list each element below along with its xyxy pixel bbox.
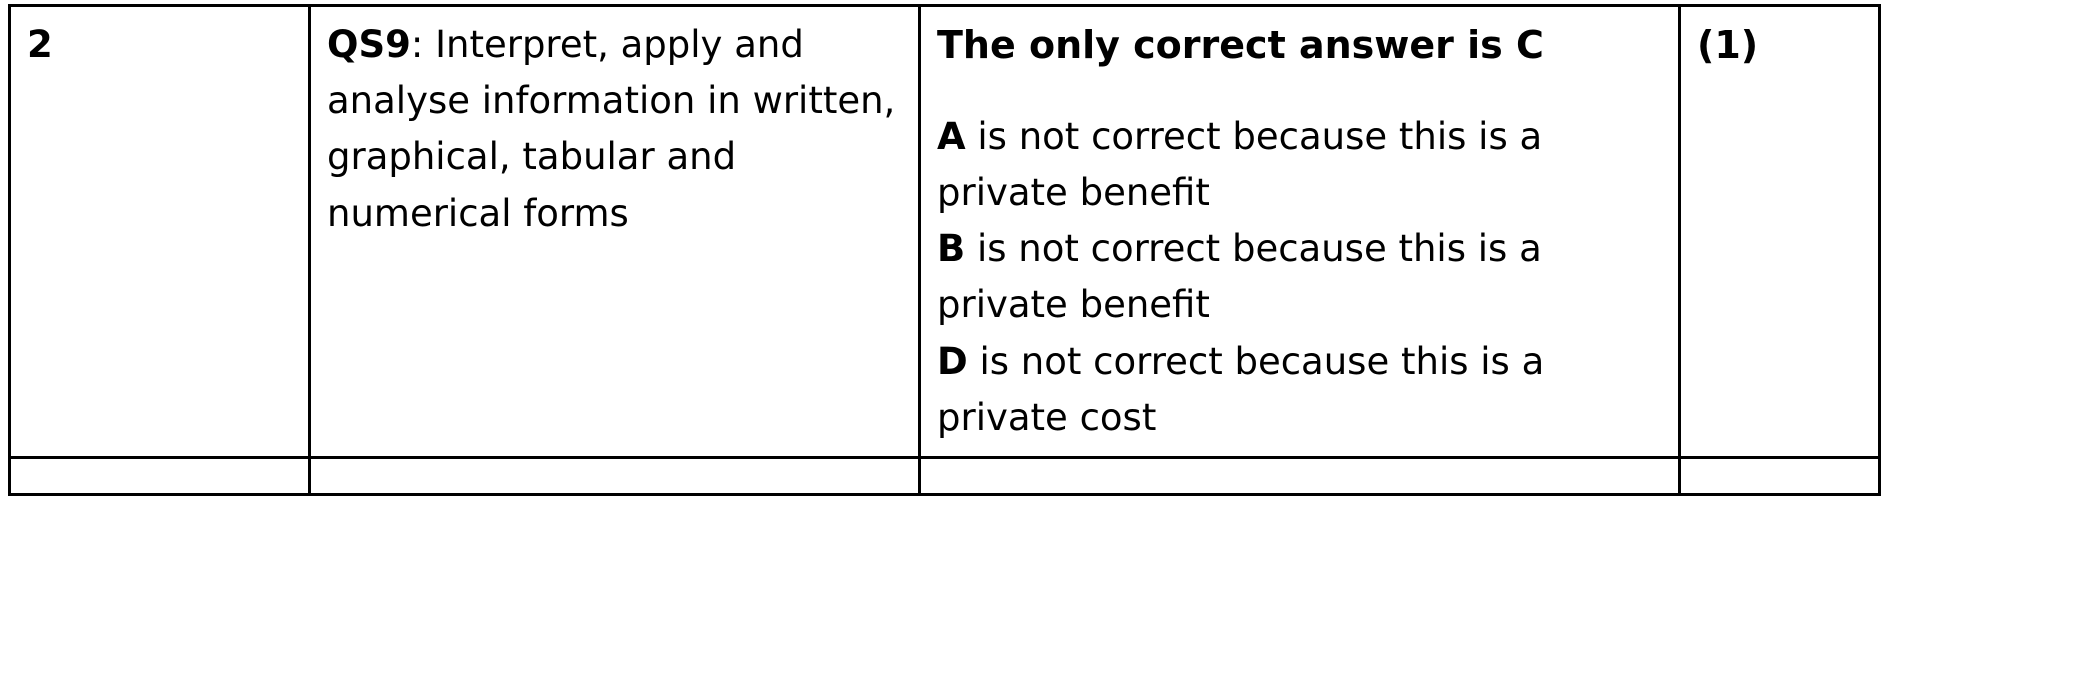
option-letter: A — [937, 114, 966, 158]
marks-value: (1) — [1697, 23, 1759, 67]
marks-cell — [1680, 6, 1880, 458]
marks-cell-next — [1680, 458, 1880, 495]
answer-cell — [920, 6, 1680, 458]
answer-cell-next — [920, 458, 1680, 495]
option-letter: B — [937, 227, 966, 271]
answer-line — [937, 221, 1664, 333]
skill-code: QS9 — [327, 23, 411, 66]
option-explanation: is not correct because this is a private benefit — [937, 114, 1543, 214]
skill-descriptor-cell-next — [310, 458, 920, 495]
skill-descriptor-cell — [310, 6, 920, 458]
table-row-next-partial — [10, 458, 1880, 495]
table-row — [10, 6, 1880, 458]
answer-line — [937, 109, 1664, 221]
answer-line — [937, 334, 1664, 446]
option-letter: D — [937, 339, 968, 383]
question-number: 2 — [27, 23, 53, 66]
markscheme-table — [8, 4, 1881, 496]
option-explanation: is not correct because this is a private cost — [937, 339, 1545, 439]
skill-description: Interpret, apply and analyse information in written, graphical, tabular and numerical forms — [327, 23, 896, 235]
skill-separator: : — [410, 23, 436, 66]
option-explanation: is not correct because this is a private benefit — [937, 227, 1542, 327]
question-number-cell — [10, 6, 310, 458]
question-number-cell-next — [10, 458, 310, 495]
answer-heading: The only correct answer is C — [937, 23, 1544, 67]
markscheme-page — [0, 4, 2088, 700]
